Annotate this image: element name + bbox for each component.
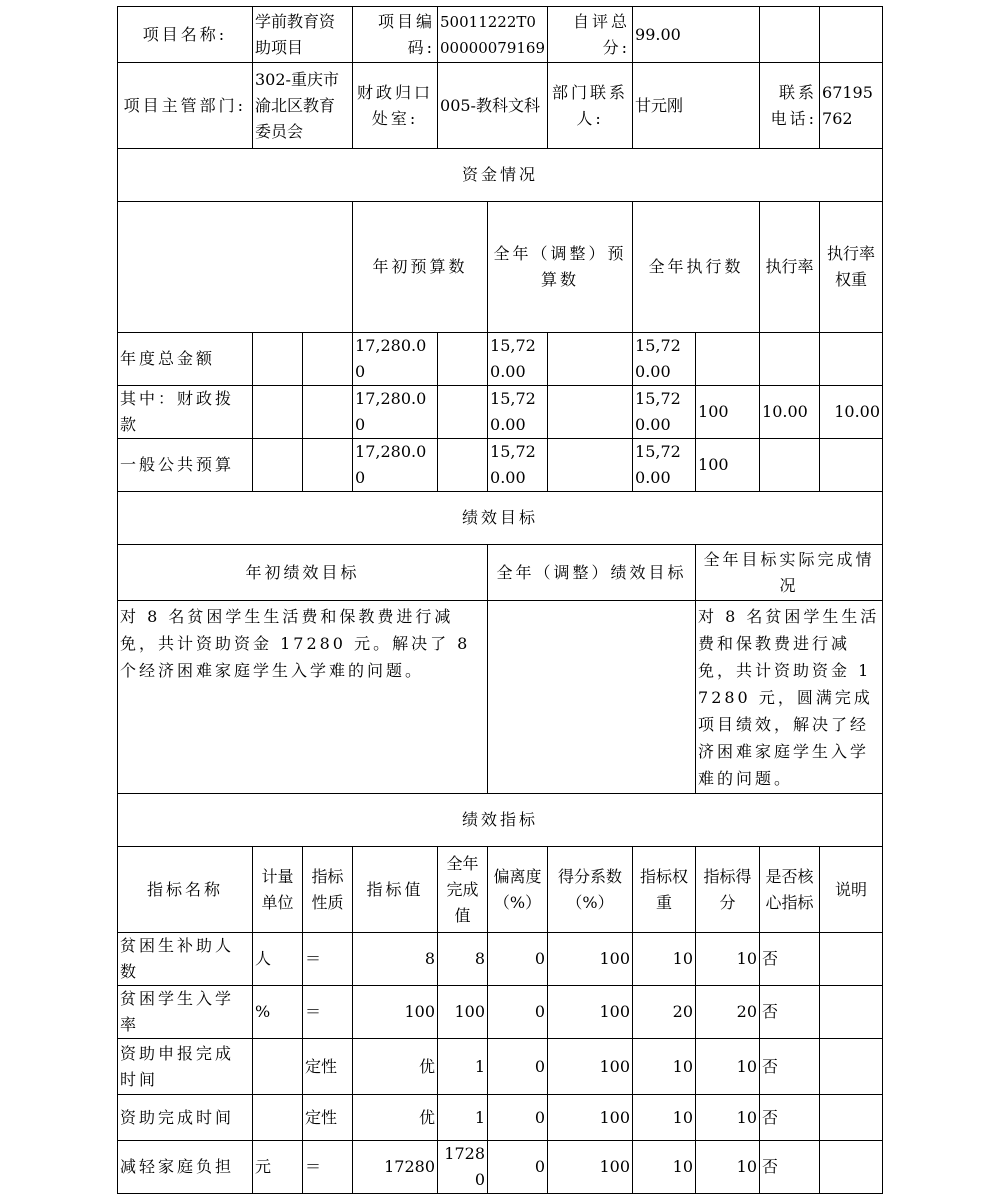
funds-budget: 17,280.00: [353, 386, 438, 439]
indicator-row: [118, 1095, 883, 1141]
ind-dev: 0: [488, 1039, 548, 1095]
ind-header-name: 指标名称: [118, 847, 253, 933]
ind-coef: 100: [548, 1039, 633, 1095]
funds-score: 10.00: [820, 386, 883, 439]
empty-cell: [253, 439, 303, 492]
indicator-row: [118, 1141, 883, 1194]
empty-cell: [303, 386, 353, 439]
ind-coef: 100: [548, 933, 633, 986]
ind-value: 优: [353, 1039, 438, 1095]
funds-executed: 15,720.00: [633, 386, 696, 439]
ind-unit: 元: [253, 1141, 303, 1194]
goals-initial-header: 年初绩效目标: [118, 545, 488, 601]
empty-cell: [438, 439, 488, 492]
ind-header-unit: 计量单位: [253, 847, 303, 933]
project-name-label: 项目名称:: [118, 7, 253, 63]
goals-actual-text: 对 8 名贫困学生生活费和保教费进行减免，共计资助资金 17280 元，圆满完成项目绩效，解决了经济困难家庭学生入学难的问题。: [696, 601, 883, 794]
contact-person: 甘元刚: [633, 63, 760, 149]
total-score: 99.00: [633, 7, 760, 63]
phone: 67195762: [820, 63, 883, 149]
funds-budget: 17,280.00: [353, 439, 438, 492]
ind-value: 8: [353, 933, 438, 986]
ind-nature: ＝: [303, 1141, 353, 1194]
ind-name: 资助申报完成时间: [118, 1039, 253, 1095]
goals-adjusted-header: 全年（调整）绩效目标: [488, 545, 696, 601]
ind-dev: 0: [488, 986, 548, 1039]
ind-note: [820, 1141, 883, 1194]
goals-header-row: [118, 545, 883, 601]
ind-header-core: 是否核心指标: [760, 847, 820, 933]
funds-weight: [760, 439, 820, 492]
ind-header-done: 全年完成值: [438, 847, 488, 933]
ind-nature: ＝: [303, 933, 353, 986]
dept: 302-重庆市渝北区教育委员会: [253, 63, 353, 149]
contact-label: 部门联系人:: [548, 63, 633, 149]
ind-core: 否: [760, 1141, 820, 1194]
funds-row: [118, 333, 883, 386]
funds-executed: 15,720.00: [633, 333, 696, 386]
ind-note: [820, 1039, 883, 1095]
ind-name: 减轻家庭负担: [118, 1141, 253, 1194]
goals-section-title: 绩效目标: [118, 492, 883, 545]
funds-rate: [696, 333, 760, 386]
ind-header-nature: 指标性质: [303, 847, 353, 933]
ind-done: 8: [438, 933, 488, 986]
funds-header-rate: 执行率: [760, 202, 820, 333]
ind-dev: 0: [488, 1141, 548, 1194]
funds-adjusted: 15,720.00: [488, 333, 548, 386]
ind-done: 100: [438, 986, 488, 1039]
finance-office: 005-教科文科: [438, 63, 548, 149]
self-evaluation-table: [117, 6, 883, 1194]
ind-dev: 0: [488, 933, 548, 986]
ind-weight: 10: [633, 1095, 696, 1141]
ind-header-weight: 指标权重: [633, 847, 696, 933]
ind-weight: 20: [633, 986, 696, 1039]
indicators-header-row: [118, 847, 883, 933]
ind-header-dev: 偏离度（%）: [488, 847, 548, 933]
ind-score: 10: [696, 933, 760, 986]
funds-row-label: 其中：财政拨款: [118, 386, 253, 439]
dept-label: 项目主管部门:: [118, 63, 253, 149]
ind-header-score: 指标得分: [696, 847, 760, 933]
ind-score: 20: [696, 986, 760, 1039]
ind-coef: 100: [548, 1095, 633, 1141]
ind-weight: 10: [633, 933, 696, 986]
goals-actual-header: 全年目标实际完成情况: [696, 545, 883, 601]
empty-cell: [438, 333, 488, 386]
ind-done: 17280: [438, 1141, 488, 1194]
project-name: 学前教育资助项目: [253, 7, 353, 63]
goals-adjusted-text: [488, 601, 696, 794]
ind-coef: 100: [548, 1141, 633, 1194]
funds-adjusted: 15,720.00: [488, 386, 548, 439]
ind-name: 资助完成时间: [118, 1095, 253, 1141]
info-row-1: [118, 7, 883, 63]
ind-core: 否: [760, 986, 820, 1039]
indicator-row: [118, 1039, 883, 1095]
ind-nature: ＝: [303, 986, 353, 1039]
funds-weight: [760, 333, 820, 386]
funds-row: [118, 439, 883, 492]
ind-unit: %: [253, 986, 303, 1039]
indicator-row: [118, 933, 883, 986]
ind-nature: 定性: [303, 1039, 353, 1095]
finance-label: 财政归口处室:: [353, 63, 438, 149]
funds-section-title: 资金情况: [118, 149, 883, 202]
empty-cell: [760, 7, 820, 63]
empty-cell: [438, 386, 488, 439]
ind-score: 10: [696, 1039, 760, 1095]
funds-adjusted: 15,720.00: [488, 439, 548, 492]
ind-done: 1: [438, 1039, 488, 1095]
funds-rate: 100: [696, 439, 760, 492]
empty-cell: [303, 439, 353, 492]
ind-note: [820, 1095, 883, 1141]
funds-row: [118, 386, 883, 439]
ind-score: 10: [696, 1095, 760, 1141]
funds-header-row: [118, 202, 883, 333]
ind-core: 否: [760, 933, 820, 986]
phone-label: 联系电话:: [760, 63, 820, 149]
ind-unit: 人: [253, 933, 303, 986]
ind-value: 100: [353, 986, 438, 1039]
info-row-2: [118, 63, 883, 149]
ind-value: 优: [353, 1095, 438, 1141]
ind-weight: 10: [633, 1039, 696, 1095]
empty-cell: [820, 7, 883, 63]
ind-note: [820, 933, 883, 986]
funds-header-executed: 全年执行数: [633, 202, 760, 333]
ind-header-value: 指标值: [353, 847, 438, 933]
ind-unit: [253, 1039, 303, 1095]
empty-cell: [118, 202, 353, 333]
ind-value: 17280: [353, 1141, 438, 1194]
goals-content-row: [118, 601, 883, 794]
ind-header-note: 说明: [820, 847, 883, 933]
funds-header-adjusted: 全年（调整）预算数: [488, 202, 633, 333]
funds-row-label: 一般公共预算: [118, 439, 253, 492]
ind-unit: [253, 1095, 303, 1141]
ind-name: 贫困学生入学率: [118, 986, 253, 1039]
goals-initial-text: 对 8 名贫困学生生活费和保教费进行减免，共计资助资金 17280 元。解决了 8 个经济困难家庭学生入学难的问题。: [118, 601, 488, 794]
empty-cell: [548, 386, 633, 439]
ind-core: 否: [760, 1039, 820, 1095]
funds-header-weight: 执行率权重: [820, 202, 883, 333]
indicator-row: [118, 986, 883, 1039]
ind-core: 否: [760, 1095, 820, 1141]
funds-header-budget: 年初预算数: [353, 202, 488, 333]
empty-cell: [548, 333, 633, 386]
ind-coef: 100: [548, 986, 633, 1039]
score-label: 自评总分:: [548, 7, 633, 63]
funds-score: [820, 333, 883, 386]
empty-cell: [253, 333, 303, 386]
funds-budget: 17,280.00: [353, 333, 438, 386]
indicators-section-title: 绩效指标: [118, 794, 883, 847]
project-code: 50011222T000000079169: [438, 7, 548, 63]
funds-weight: 10.00: [760, 386, 820, 439]
empty-cell: [548, 439, 633, 492]
ind-name: 贫困生补助人数: [118, 933, 253, 986]
ind-header-coef: 得分系数（%）: [548, 847, 633, 933]
ind-note: [820, 986, 883, 1039]
ind-done: 1: [438, 1095, 488, 1141]
funds-rate: 100: [696, 386, 760, 439]
ind-dev: 0: [488, 1095, 548, 1141]
funds-row-label: 年度总金额: [118, 333, 253, 386]
project-code-label: 项目编码:: [353, 7, 438, 63]
funds-score: [820, 439, 883, 492]
ind-weight: 10: [633, 1141, 696, 1194]
empty-cell: [253, 386, 303, 439]
empty-cell: [303, 333, 353, 386]
ind-score: 10: [696, 1141, 760, 1194]
funds-executed: 15,720.00: [633, 439, 696, 492]
ind-nature: 定性: [303, 1095, 353, 1141]
